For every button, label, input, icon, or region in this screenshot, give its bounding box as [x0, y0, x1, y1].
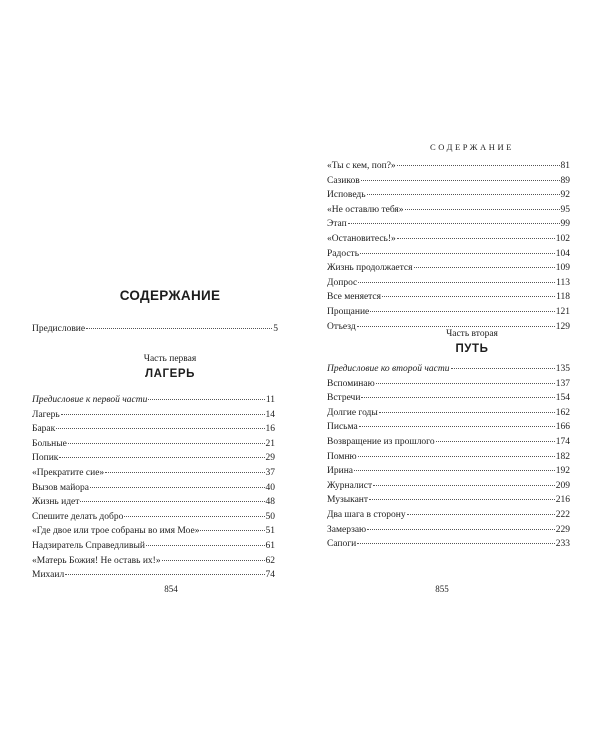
toc-entry-page: 137	[555, 378, 570, 389]
toc-entry-title: Все меняется	[327, 292, 382, 303]
toc-entry-page: 48	[265, 497, 275, 508]
part-one-label: Часть первая	[143, 354, 197, 364]
toc-entry	[327, 174, 570, 189]
toc-entry-title: «Остановитесь!»	[327, 233, 396, 244]
toc-entry	[327, 537, 570, 552]
contents-title: СОДЕРЖАНИЕ	[119, 288, 221, 303]
toc-entry	[32, 524, 275, 539]
toc-entry	[327, 290, 570, 305]
toc-entry-title: Возвращение из прошлого	[327, 436, 435, 447]
toc-entry-page: 99	[560, 219, 570, 230]
dot-leader	[162, 560, 265, 561]
dot-leader	[360, 253, 555, 254]
toc-entry	[327, 479, 570, 494]
toc-entry-title: Отъезд	[327, 321, 356, 332]
dot-leader	[148, 399, 264, 400]
toc-entry-title: Исповедь	[327, 190, 366, 201]
toc-entry-preface	[32, 322, 278, 337]
toc-entry-title: Надзиратель Справедливый	[32, 540, 145, 551]
toc-entry	[327, 508, 570, 523]
toc-entry	[327, 276, 570, 291]
toc-entry-title: Предисловие к первой части	[32, 395, 148, 405]
toc-entry-page: 40	[265, 482, 275, 493]
toc-entry	[327, 247, 570, 262]
dot-leader	[414, 267, 555, 268]
dot-leader	[376, 383, 555, 384]
toc-entry	[327, 305, 570, 320]
part-one-entries	[32, 393, 275, 583]
toc-entry-title: Встречи	[327, 393, 361, 404]
toc-entry	[327, 377, 570, 392]
toc-entry-page: 135	[555, 364, 570, 374]
toc-entry-page: 104	[555, 248, 570, 259]
dot-leader	[369, 499, 555, 500]
toc-entry-title: Долгие годы	[327, 407, 378, 418]
dot-leader	[361, 180, 560, 181]
dot-leader	[65, 574, 264, 575]
dot-leader	[436, 441, 555, 442]
dot-leader	[405, 209, 560, 210]
dot-leader	[451, 368, 555, 369]
toc-entry-title: Попик	[32, 453, 59, 464]
toc-entry-page: 37	[265, 467, 275, 478]
toc-entry-page: 192	[555, 466, 570, 477]
toc-entry	[32, 393, 275, 408]
part-two-label: Часть вторая	[446, 329, 498, 339]
dot-leader	[90, 487, 265, 488]
toc-entry	[327, 420, 570, 435]
dot-leader	[358, 456, 555, 457]
dot-leader	[367, 194, 560, 195]
toc-entry-page: 174	[555, 436, 570, 447]
right-page	[300, 0, 600, 750]
toc-entry-title: Письма	[327, 422, 358, 433]
toc-entry	[32, 495, 275, 510]
toc-entry-title: «Ты с кем, поп?»	[327, 161, 396, 171]
part-two-name: ПУТЬ	[455, 343, 489, 355]
toc-entry-title: Жизнь идет	[32, 497, 80, 508]
toc-entry	[32, 481, 275, 496]
toc-entry-title: Спешите делать добро	[32, 511, 124, 522]
toc-entry	[32, 568, 275, 583]
dot-leader	[373, 485, 555, 486]
toc-entry-page: 21	[265, 438, 275, 449]
dot-leader	[397, 238, 555, 239]
toc-entry	[327, 217, 570, 232]
toc-entry	[32, 539, 275, 554]
toc-entry-page: 11	[265, 395, 275, 405]
toc-entry	[327, 261, 570, 276]
dot-leader	[354, 470, 555, 471]
toc-entry-title: Ирина	[327, 466, 353, 477]
toc-entry-title: Сапоги	[327, 539, 357, 550]
toc-entry-page: 222	[555, 509, 570, 520]
dot-leader	[146, 545, 265, 546]
dot-leader	[367, 529, 555, 530]
dot-leader	[370, 311, 554, 312]
dot-leader	[68, 443, 265, 444]
toc-entry-page: 109	[555, 263, 570, 274]
toc-entry	[327, 450, 570, 465]
toc-entry-title: Вспоминаю	[327, 378, 375, 389]
dot-leader	[59, 457, 264, 458]
toc-entry	[32, 437, 275, 452]
toc-entry-page: 74	[265, 570, 275, 581]
toc-entry-title: «Не оставлю тебя»	[327, 204, 404, 215]
toc-entry-page: 216	[555, 495, 570, 506]
toc-entry-page: 162	[555, 407, 570, 418]
toc-entry-page: 81	[560, 161, 570, 171]
toc-entry-page: 29	[265, 453, 275, 464]
dot-leader	[56, 428, 264, 429]
toc-entry-page: 89	[560, 175, 570, 186]
dot-leader	[124, 516, 264, 517]
toc-entry-page: 154	[555, 393, 570, 404]
toc-entry-page: 113	[556, 277, 570, 288]
toc-entry-title: Замерзаю	[327, 524, 367, 535]
toc-entry-page: 129	[555, 321, 570, 332]
toc-entry-title: Журналист	[327, 480, 373, 491]
toc-entry-title: Два шага в сторону	[327, 509, 406, 520]
toc-entry-page: 51	[265, 526, 275, 537]
toc-entry	[327, 203, 570, 218]
dot-leader	[348, 223, 560, 224]
toc-entry	[327, 523, 570, 538]
toc-entry	[32, 554, 275, 569]
toc-entry-title: Предисловие	[32, 324, 86, 334]
toc-entry-title: «Где двое или трое собраны во имя Мое»	[32, 526, 200, 537]
toc-entry-page: 50	[265, 511, 275, 522]
toc-entry-page: 14	[265, 409, 275, 420]
dot-leader	[358, 282, 555, 283]
toc-entry-title: Михаил	[32, 570, 65, 581]
running-head: СОДЕРЖАНИЕ	[429, 142, 515, 152]
toc-entry-page: 118	[556, 292, 570, 303]
toc-entry-title: Барак	[32, 424, 56, 435]
toc-entry-title: Этап	[327, 219, 347, 230]
toc-entry-page: 233	[555, 539, 570, 550]
toc-entry-page: 229	[555, 524, 570, 535]
toc-entry	[32, 510, 275, 525]
dot-leader	[105, 472, 264, 473]
toc-entry-title: Лагерь	[32, 409, 60, 420]
toc-entry-page: 16	[265, 424, 275, 435]
toc-entry-page: 61	[265, 540, 275, 551]
toc-entry	[32, 451, 275, 466]
dot-leader	[357, 543, 555, 544]
part-one-name: ЛАГЕРЬ	[144, 368, 196, 380]
toc-entry-title: «Прекратите сие»	[32, 467, 105, 478]
toc-entry	[32, 422, 275, 437]
toc-entry	[327, 435, 570, 450]
toc-entry	[327, 493, 570, 508]
toc-entry	[327, 406, 570, 421]
toc-entry-title: Жизнь продолжается	[327, 263, 413, 274]
dot-leader	[80, 501, 264, 502]
toc-entry-page: 62	[265, 555, 275, 566]
toc-entry-page: 166	[555, 422, 570, 433]
toc-entry	[327, 362, 570, 377]
page-number-right: 855	[435, 584, 449, 594]
toc-entry-title: Радость	[327, 248, 360, 259]
toc-entry-title: Предисловие ко второй части	[327, 364, 450, 374]
toc-entry-page: 95	[560, 204, 570, 215]
dot-leader	[382, 296, 555, 297]
toc-entry	[327, 159, 570, 174]
dot-leader	[359, 426, 555, 427]
preface-list	[32, 322, 278, 337]
dot-leader	[397, 165, 560, 166]
dot-leader	[86, 328, 272, 329]
toc-entry	[327, 464, 570, 479]
toc-entry-page: 182	[555, 451, 570, 462]
dot-leader	[407, 514, 555, 515]
part-two-entries	[327, 362, 570, 552]
toc-entry-title: «Матерь Божия! Не оставь их!»	[32, 555, 161, 566]
toc-entry-page: 209	[555, 480, 570, 491]
dot-leader	[357, 326, 555, 327]
toc-entry-page: 92	[560, 190, 570, 201]
toc-entry-title: Больные	[32, 438, 67, 449]
toc-entry	[32, 408, 275, 423]
dot-leader	[200, 530, 264, 531]
page-number-left: 854	[164, 584, 178, 594]
toc-entry	[327, 391, 570, 406]
toc-entry-title: Музыкант	[327, 495, 369, 506]
toc-entry	[32, 466, 275, 481]
toc-entry-title: Вызов майора	[32, 482, 89, 493]
toc-entry-title: Прощание	[327, 306, 370, 317]
toc-entry-page: 121	[555, 306, 570, 317]
dot-leader	[361, 397, 554, 398]
toc-entry	[327, 188, 570, 203]
toc-entry-title: Помню	[327, 451, 357, 462]
toc-entry-page: 102	[555, 233, 570, 244]
part-one-continued-entries	[327, 159, 570, 334]
dot-leader	[61, 414, 265, 415]
dot-leader	[379, 412, 555, 413]
toc-entry-page: 5	[273, 324, 278, 334]
toc-entry	[327, 232, 570, 247]
toc-entry-title: Допрос	[327, 277, 358, 288]
toc-entry-title: Сазиков	[327, 175, 360, 186]
